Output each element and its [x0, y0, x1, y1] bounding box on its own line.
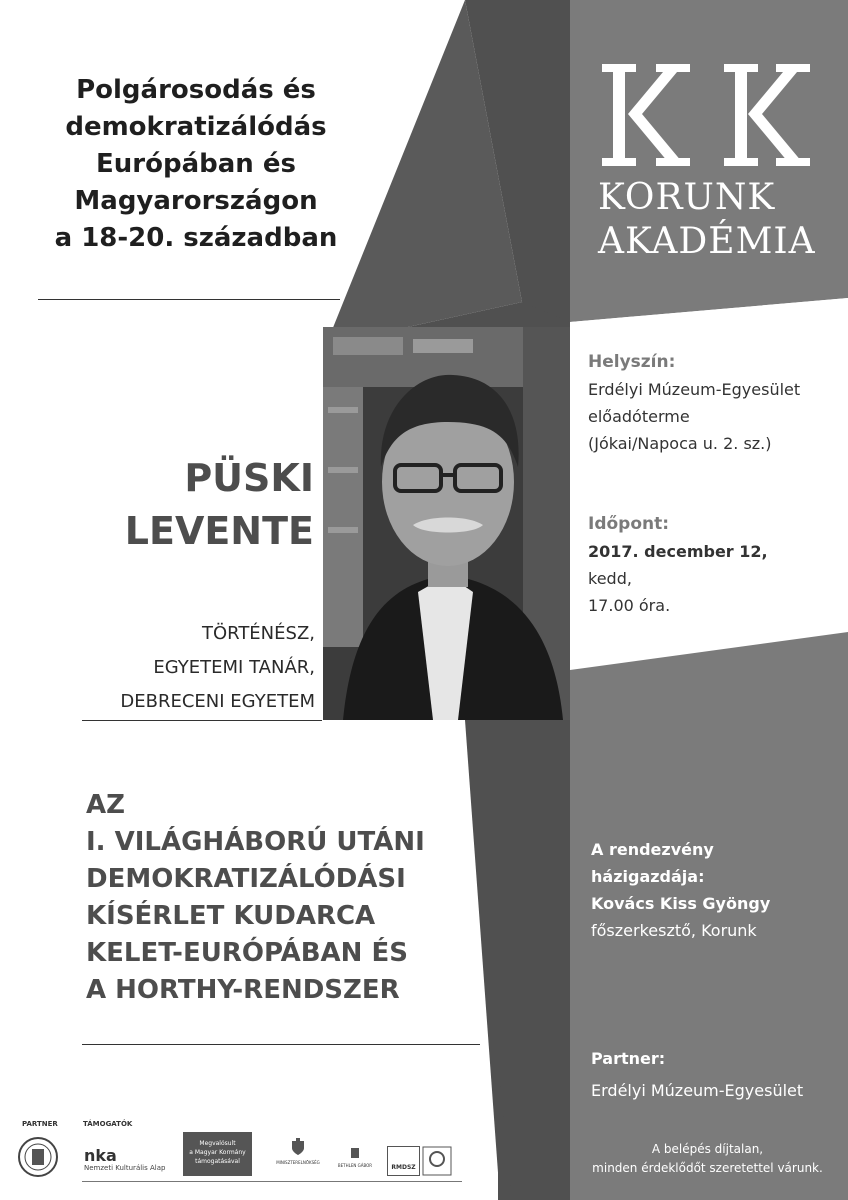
bethlen-text: BETHLEN GÁBOR: [337, 1163, 373, 1168]
lecture-title-line: KÍSÉRLET KUDARCA: [86, 901, 376, 931]
gov-line: támogatásával: [195, 1158, 240, 1165]
museum-seal-icon: [18, 1135, 58, 1179]
lecture-title-line: DEMOKRATIZÁLÓDÁSI: [86, 864, 406, 894]
venue-line: előadóterme: [588, 407, 690, 426]
speaker-divider: [82, 720, 322, 721]
speaker-role-line: EGYETEMI TANÁR,: [153, 657, 315, 678]
speaker-roles: [60, 617, 315, 719]
speaker-name: [110, 452, 314, 558]
speaker-last-name: LEVENTE: [124, 509, 314, 553]
series-title-line: demokratizálódás: [65, 112, 327, 142]
ministry-text: MINISZTERELNÖKSÉG: [276, 1160, 320, 1165]
event-date: 2017. december 12,: [588, 542, 768, 561]
lecture-title-line: AZ: [86, 790, 125, 820]
entry-note-line: A belépés díjtalan,: [651, 1142, 764, 1156]
series-title-line: Polgárosodás és: [76, 75, 316, 105]
title-divider: [38, 299, 340, 300]
series-title-line: a 18-20. században: [54, 223, 338, 253]
gov-line: a Magyar Kormány: [189, 1149, 246, 1156]
partner-label: PARTNER: [22, 1120, 58, 1128]
korunk-logo: [598, 62, 814, 264]
government-support-box: [183, 1132, 252, 1176]
lecture-title-line: KELET-EURÓPÁBAN ÉS: [86, 938, 408, 968]
ministry-logo: [258, 1138, 338, 1165]
rmdsz-text: RMDSZ: [391, 1164, 416, 1171]
venue-block: [588, 349, 828, 457]
lecture-divider: [82, 1044, 480, 1045]
venue-line: Erdélyi Múzeum-Egyesület: [588, 380, 801, 399]
partner-heading: Partner:: [591, 1049, 666, 1068]
speaker-role-line: DEBRECENI EGYETEM: [120, 691, 315, 712]
partner-name: Erdélyi Múzeum-Egyesület: [591, 1081, 804, 1100]
series-title-line: Európában és: [96, 149, 296, 179]
host-block: [591, 836, 831, 944]
event-hour: 17.00 óra.: [588, 596, 671, 615]
nka-logo: [84, 1148, 174, 1172]
gov-line: Megvalósult: [199, 1140, 236, 1147]
speaker-first-name: PÜSKI: [184, 456, 314, 500]
host-heading: A rendezvény házigazdája:: [591, 840, 714, 886]
nka-text: Nemzeti Kulturális Alap: [84, 1164, 166, 1172]
host-name: Kovács Kiss Gyöngy: [591, 894, 771, 913]
entry-note-line: minden érdeklődőt szeretettel várunk.: [592, 1161, 823, 1175]
supporters-label: TÁMOGATÓK: [83, 1120, 133, 1128]
logo-line-2: AKADÉMIA: [598, 221, 816, 262]
rmdsz-logo: [387, 1146, 420, 1176]
footer-divider: [82, 1181, 462, 1182]
venue-heading: Helyszín:: [588, 352, 676, 372]
speaker-role-line: TÖRTÉNÉSZ,: [201, 623, 315, 644]
host-title: főszerkesztő, Korunk: [591, 921, 757, 940]
venue-line: (Jókai/Napoca u. 2. sz.): [588, 434, 772, 453]
partner-block: [591, 1043, 831, 1107]
logo-line-1: KORUNK: [598, 177, 776, 218]
time-heading: Időpont:: [588, 514, 670, 534]
hungarian-coat-of-arms-icon: [291, 1138, 305, 1156]
bethlen-logo: [335, 1144, 375, 1168]
lecture-title-line: A HORTHY-RENDSZER: [86, 975, 400, 1005]
series-title: [46, 72, 346, 257]
series-title-line: Magyarországon: [74, 186, 318, 216]
communitas-logo-icon: [422, 1146, 452, 1176]
lecture-title-line: I. VILÁGHÁBORÚ UTÁNI: [86, 827, 425, 857]
entry-note: [580, 1140, 835, 1178]
kk-logo-mark: [598, 62, 814, 172]
nka-mark: nka: [84, 1146, 117, 1165]
time-block: [588, 511, 828, 619]
bethlen-icon: [350, 1147, 360, 1159]
lecture-title: [86, 787, 486, 1009]
event-day: kedd,: [588, 569, 632, 588]
speaker-photo: [323, 327, 570, 720]
